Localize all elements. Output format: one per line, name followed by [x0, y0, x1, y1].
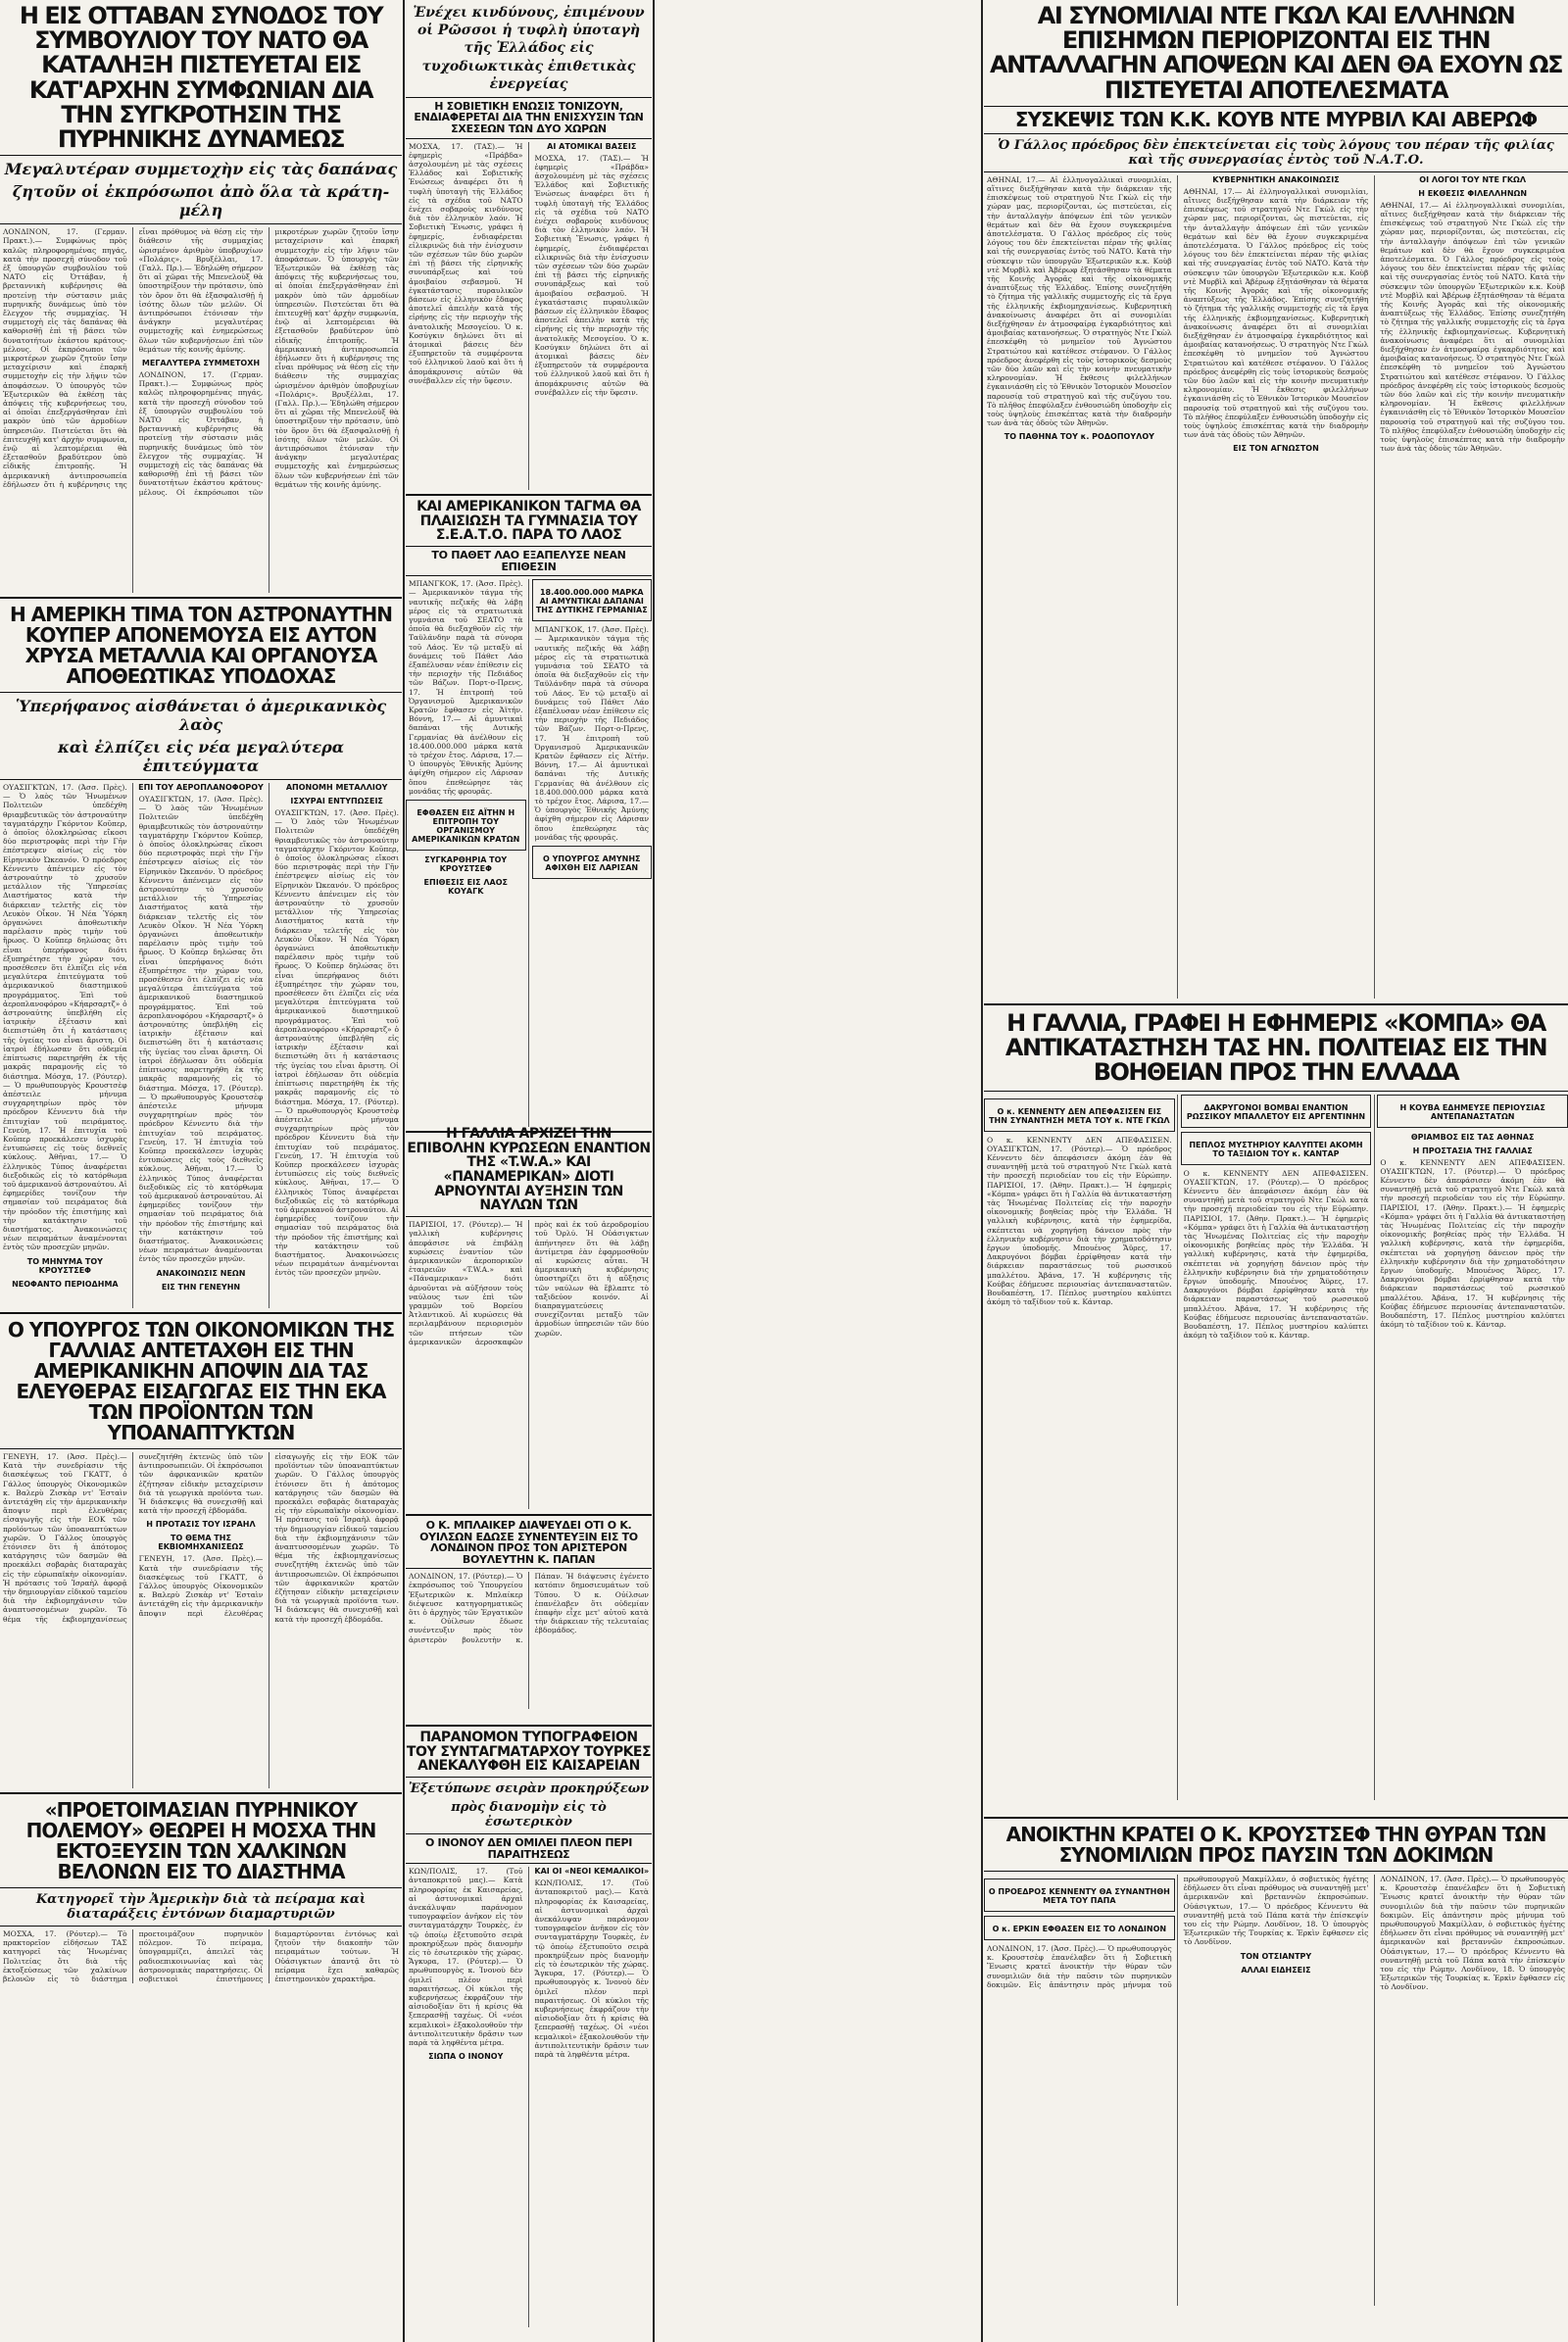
nato-subheadline-2: ζητοῦν οἱ ἐκπρόσωποι ἀπὸ ὅλα τὰ κράτη-μέλη [12, 182, 390, 220]
cuba-headline: Η ΚΟΥΒΑ ΕΔΗΜΕΥΣΕ ΠΕΡΙΟΥΣΙΑΣ ΑΝΤΕΠΑΝΑΣΤΑΤΩΝ [1399, 1102, 1545, 1121]
degaulle-body: ΑΘΗΝΑΙ, 17.— Αἱ ἑλληνογαλλικαὶ συνομιλίαι, αἵτινες διεξήχθησαν κατὰ τὴν διάρκειαν τῆς ἐπισκέψεως τοῦ στρατηγοῦ Ντε Γκὼλ εἰς τὴν χώραν μας, περιορίζονται, ὡς πιστεύεται, εἰς τὴν ἀνταλλαγὴν ἀπόψεων ἐπὶ τῶν γενικῶν θεμάτων καὶ δὲν θὰ ἔχουν συγκεκριμένα ἀποτελέσματα. Ὁ Γάλλος πρόεδρος εἰς τοὺς λόγους του δὲν ἐπεκτείνεται πέραν τῆς φιλίας καὶ τῆς συνεργασίας ἐντὸς τοῦ ΝΑΤΟ. Κατὰ τὴν σύσκεψιν τῶν ὑπουργῶν Ἐξωτερικῶν κ.κ. Κοὺβ ντὲ Μυρβὶλ καὶ Ἀβέρωφ ἐξητάσθησαν τὰ θέματα τῆς Κοινῆς Ἀγορᾶς καὶ τῆς οἰκονομικῆς ἀναπτύξεως τῆς Ἑλλάδος. Ἐπίσης συνεζητήθη τὸ ζήτημα τῆς γαλλικῆς συμμετοχῆς εἰς τὰ ἔργα τῆς ἑλληνικῆς ἐκβιομηχανίσεως. Κυβερνητικὴ ἀνακοίνωσις ἀναφέρει ὅτι αἱ συνομιλίαι διεξήχθησαν ἐν ἀτμοσφαίρᾳ ἐγκαρδιότητος καὶ ἀμοιβαίας κατανοήσεως. Ὁ στρατηγὸς Ντε Γκὼλ ἐπεσκέφθη τὸ μνημεῖον τοῦ Ἀγνώστου Στρατιώτου καὶ κατέθεσε στέφανον. Ὁ Γάλλος πρόεδρος ἀνεφέρθη εἰς τοὺς ἱστορικοὺς δεσμοὺς τῶν δύο λαῶν καὶ εἰς τὴν κοινὴν πνευματικὴν κληρονομίαν. Ἡ ἔκθεσις φιλελλήνων ἐγκαινιάσθη εἰς τὸ Ἐθνικὸν Ἱστορικὸν Μουσεῖον παρουσίᾳ τοῦ στρατηγοῦ καὶ τῆς συζύγου του. Τὸ πλῆθος ἐπεφύλαξεν ἐνθουσιώδη ὑποδοχὴν εἰς τοὺς ὑψηλοὺς ἐπισκέπτας κατὰ τὴν διαδρομὴν των ἀνὰ τὰς ὁδοὺς τῶν Ἀθηνῶν. [987, 174, 1172, 428]
marks-box [532, 579, 653, 621]
mcmillan-article [406, 1514, 652, 1722]
degaulle-article [984, 0, 1568, 1000]
inonu-headline: Ο ΙΝΟΝΟΥ ΔΕΝ ΟΜΙΛΕΙ ΠΛΕΟΝ ΠΕΡΙ ΠΑΡΑΙΤΗΣΕΩΣ [424, 1836, 633, 1861]
kompa-body-2: Ο κ. ΚΕΝΝΕΝΤΥ ΔΕΝ ΑΠΕΦΑΣΙΣΕΝ. ΟΥΑΣΙΓΚΤΩΝ, 17. (Ρόυτερ).— Ὁ πρόεδρος Κέννεντυ δὲν ἀπεφάσισεν ἀκόμη ἐὰν θὰ συναντηθῇ μετὰ τοῦ στρατηγοῦ Ντε Γκὼλ κατὰ τὴν προσεχῆ περιοδείαν του εἰς τὴν Εὐρώπην. ΠΑΡΙΣΙΟΙ, 17. (Ἀθην. Πρακτ.).— Ἡ ἐφημερὶς «Κόμπα» γράφει ὅτι ἡ Γαλλία θὰ ἀντικαταστήσῃ τὰς Ἡνωμένας Πολιτείας εἰς τὴν παροχὴν οἰκονομικῆς βοηθείας πρὸς τὴν Ἑλλάδα. Ἡ γαλλικὴ κυβέρνησις, κατὰ τὴν ἐφημερίδα, σκέπτεται νὰ χορηγήσῃ δάνειον πρὸς τὴν ἑλληνικὴν κυβέρνησιν διὰ τὴν χρηματοδότησιν ἔργων ὑποδομῆς. Μπουένος Ἄϋρες, 17. Δακρυγόνοι βόμβαι ἐρρίφθησαν κατὰ τὴν διάρκειαν παραστάσεως τοῦ ρωσσικοῦ μπαλλέτου. Ἀβάνα, 17. Ἡ κυβέρνησις τῆς Κούβας ἐδήμευσε περιουσίας ἀντεπαναστατῶν. Βουδαπέστη, 17. Πέπλος μυστηρίου καλύπτει ἀκόμη τὸ ταξίδιον τοῦ κ. Κάνταρ. [1183, 1168, 1369, 1341]
seato-body: ΜΠΑΝΓΚΟΚ, 17. (Ἀσσ. Πρὲς).— Ἀμερικανικὸν τάγμα τῆς ναυτικῆς πεζικῆς θὰ λάβῃ μέρος εἰς τὰ στρατιωτικὰ γυμνάσια τοῦ ΣΕΑΤΟ τὰ ὁποῖα θὰ διεξαχθοῦν εἰς τὴν Ταϋλάνδην παρὰ τὰ σύνορα τοῦ Λάος. Ἐν τῷ μεταξὺ αἱ δυνάμεις τοῦ Πάθετ Λάο ἐξαπέλυσαν νέαν ἐπίθεσιν εἰς τὴν περιοχὴν τῆς Πεδιάδος τῶν Βάζων. Πορτ-ο-Πρενς, 17. Ἡ ἐπιτροπὴ τοῦ Ὀργανισμοῦ Ἀμερικανικῶν Κρατῶν ἔφθασεν εἰς Ἀϊτήν. Βόννη, 17.— Αἱ ἀμυντικαὶ δαπάναι τῆς Δυτικῆς Γερμανίας θὰ ἀνέλθουν εἰς 18.400.000.000 μάρκα κατὰ τὸ τρέχον ἔτος. Λάρισα, 17.— Ὁ ὑπουργὸς Ἐθνικῆς Ἀμύνης ἀφίχθη σήμερον εἰς Λάρισαν ὅπου ἐπεθεώρησε τὰς μονάδας τῆς φρουρᾶς. [409, 579, 523, 796]
minor-head-israel: Η ΠΡΟΤΑΣΙΣ ΤΟΥ ΙΣΡΑΗΛ [146, 1520, 256, 1530]
erkin-box [984, 1916, 1175, 1940]
cooper-subheadline-1: Ὑπερήφανος αἰσθάνεται ὁ ἀμερικανικὸς λαὸς [15, 697, 387, 734]
russians-body: ΜΟΣΧΑ, 17. (ΤΑΣ).— Ἡ ἐφημερὶς «Πράβδα» ἀσχολουμένη μὲ τὰς σχέσεις Ἑλλάδος καὶ Σοβιετικῆς Ἑνώσεως ἀναφέρει ὅτι ἡ τυφλὴ ὑποταγὴ τῆς Ἑλλάδος εἰς τὰ σχέδια τοῦ ΝΑΤΟ ἐνέχει σοβαροὺς κινδύνους διὰ τὸν ἑλληνικὸν λαόν. Ἡ Σοβιετικὴ Ἕνωσις, γράφει ἡ ἐφημερίς, ἐνδιαφέρεται εἰλικρινῶς διὰ τὴν ἐνίσχυσιν τῶν σχέσεων τῶν δύο χωρῶν ἐπὶ τῇ βάσει τῆς εἰρηνικῆς συνυπάρξεως καὶ τοῦ ἀμοιβαίου σεβασμοῦ. Ἡ ἐγκατάστασις πυραυλικῶν βάσεων εἰς ἑλληνικὸν ἔδαφος ἀποτελεῖ ἀπειλὴν κατὰ τῆς εἰρήνης εἰς τὴν περιοχὴν τῆς ἀνατολικῆς Μεσογείου. Ὁ κ. Κοσύγκιν δηλώνει ὅτι αἱ ἀτομικαὶ βάσεις δὲν ἐξυπηρετοῦν τὰ συμφέροντα τοῦ ἑλληνικοῦ λαοῦ καὶ ὅτι ἡ ἀπομάκρυνσις αὐτῶν θὰ συνέβαλλεν εἰς τὴν ὕφεσιν. [409, 141, 523, 385]
tear-gas-box [1181, 1095, 1372, 1128]
seato-headline: ΚΑΙ ΑΜΕΡΙΚΑΝΙΚΟΝ ΤΑΓΜΑ ΘΑ ΠΛΑΙΣΙΩΣΗ ΤΑ ΓΥΜΝΑΣΙΑ ΤΟΥ Σ.Ε.Α.Τ.Ο. ΠΑΡΑ ΤΟ ΛΑΟΣ [416, 500, 641, 544]
cooper-body-2: ΟΥΑΣΙΓΚΤΩΝ, 17. (Ἀσσ. Πρὲς).— Ὁ λαὸς τῶν Ἡνωμένων Πολιτειῶν ὑπεδέχθη θριαμβευτικῶς τὸν ἀστροναύτην ταγματάρχην Γκόρντον Κοῦπερ, ὁ ὁποῖος ὁλοκληρώσας εἴκοσι δύο περιστροφὰς περὶ τὴν Γῆν ἐπέστρεψεν αἰσίως εἰς τὸν Εἰρηνικὸν Ὠκεανόν. Ὁ πρόεδρος Κέννεντυ ἀπένειμεν εἰς τὸν ἀστροναύτην τὸ χρυσοῦν μετάλλιον τῆς Ὑπηρεσίας Διαστήματος κατὰ τὴν διάρκειαν τελετῆς εἰς τὸν Λευκὸν Οἶκον. Ἡ Νέα Ὑόρκη ὀργανώνει ἀποθεωτικὴν παρέλασιν πρὸς τιμὴν τοῦ ἥρωος. Ὁ Κοῦπερ δηλώσας ὅτι εἶναι ὑπερήφανος διότι ἐξυπηρέτησε τὴν χώραν του, προσέθεσεν ὅτι ἐλπίζει εἰς νέα μεγαλύτερα ἐπιτεύγματα τοῦ ἀμερικανικοῦ διαστημικοῦ προγράμματος. Ἐπὶ τοῦ ἀεροπλανοφόρου «Κήαρσαρτζ» ὁ ἀστροναύτης ὑπεβλήθη εἰς ἰατρικὴν ἐξέτασιν καὶ διεπιστώθη ὅτι ἡ κατάστασις τῆς ὑγείας του εἶναι ἄριστη. Οἱ ἰατροὶ ἐδήλωσαν ὅτι οὐδεμία ἐπίπτωσις παρετηρήθη ἐκ τῆς μακρᾶς παραμονῆς εἰς τὸ διάστημα. Μόσχα, 17. (Ρόυτερ).— Ὁ πρωθυπουργὸς Κρουστσὲφ ἀπέστειλε μήνυμα συγχαρητηρίων πρὸς τὸν πρόεδρον Κέννεντυ διὰ τὴν ἐπιτυχίαν τοῦ πειράματος. Γενεύη, 17. Ἡ ἐπιτυχία τοῦ Κοῦπερ προεκάλεσεν ἰσχυρὰς ἐντυπώσεις εἰς τοὺς διεθνεῖς κύκλους. Ἀθῆναι, 17.— Ὁ ἑλληνικὸς Τύπος ἀναφέρεται διεξοδικῶς εἰς τὸ κατόρθωμα τοῦ ἀμερικανοῦ ἀστροναύτου. Αἱ ἐφημερίδες τονίζουν τὴν σημασίαν τοῦ πειράματος διὰ τὴν πρόοδον τῆς ἐπιστήμης καὶ τὴν κατάκτησιν τοῦ διαστήματος. Ἀνακοινώσεις νέων πειραμάτων ἀναμένονται ἐντὸς τῶν προσεχῶν μηνῶν. [138, 795, 264, 1264]
minor-head-announcements: ΑΝΑΚΟΙΝΩΣΙΣ ΝΕΩΝ [156, 1268, 246, 1278]
nato-subheadline-1: Μεγαλυτέραν συμμετοχὴν εἰς τὰς δαπάνας [4, 160, 398, 179]
minor-head-carrier: ΕΠΙ ΤΟΥ ΑΕΡΟΠΛΑΝΟΦΟΡΟΥ [138, 783, 264, 792]
kompa-body-3: Ο κ. ΚΕΝΝΕΝΤΥ ΔΕΝ ΑΠΕΦΑΣΙΣΕΝ. ΟΥΑΣΙΓΚΤΩΝ, 17. (Ρόυτερ).— Ὁ πρόεδρος Κέννεντυ δὲν ἀπεφάσισεν ἀκόμη ἐὰν θὰ συναντηθῇ μετὰ τοῦ στρατηγοῦ Ντε Γκὼλ κατὰ τὴν προσεχῆ περιοδείαν του εἰς τὴν Εὐρώπην. ΠΑΡΙΣΙΟΙ, 17. (Ἀθην. Πρακτ.).— Ἡ ἐφημερὶς «Κόμπα» γράφει ὅτι ἡ Γαλλία θὰ ἀντικαταστήσῃ τὰς Ἡνωμένας Πολιτείας εἰς τὴν παροχὴν οἰκονομικῆς βοηθείας πρὸς τὴν Ἑλλάδα. Ἡ γαλλικὴ κυβέρνησις, κατὰ τὴν ἐφημερίδα, σκέπτεται νὰ χορηγήσῃ δάνειον πρὸς τὴν ἑλληνικὴν κυβέρνησιν διὰ τὴν χρηματοδότησιν ἔργων ὑποδομῆς. Μπουένος Ἄϋρες, 17. Δακρυγόνοι βόμβαι ἐρρίφθησαν κατὰ τὴν διάρκειαν παραστάσεως τοῦ ρωσσικοῦ μπαλλέτου. Ἀβάνα, 17. Ἡ κυβέρνησις τῆς Κούβας ἐδήμευσε περιουσίας ἀντεπαναστατῶν. Βουδαπέστη, 17. Πέπλος μυστηρίου καλύπτει ἀκόμη τὸ ταξίδιον τοῦ κ. Κάνταρ. [1380, 1157, 1565, 1330]
khrushchev-body: ΛΟΝΔΙΝΟΝ, 17. (Ἀσσ. Πρὲς).— Ὁ πρωθυπουργὸς κ. Κρουστσὲφ ἐπανέλαβεν ὅτι ἡ Σοβιετικὴ Ἕνωσις κρατεῖ ἀνοικτὴν τὴν θύραν τῶν συνομιλιῶν διὰ τὴν παῦσιν τῶν πυρηνικῶν δοκιμῶν. Εἰς ἀπάντησιν πρὸς μήνυμα τοῦ πρωθυπουργοῦ Μακμίλλαν, ὁ σοβιετικὸς ἡγέτης ἐδήλωσεν ὅτι εἶναι πρόθυμος νὰ συναντηθῇ μετ' ἀμερικανῶν καὶ βρεταννῶν ἐκπροσώπων. Οὐάσιγκτων, 17.— Ὁ πρόεδρος Κέννεντυ θὰ συναντηθῇ μετὰ τοῦ Πάπα κατὰ τὴν ἐπίσκεψίν του εἰς τὴν Ρώμην. Λονδῖνον, 18. Ὁ ὑπουργὸς Ἐξωτερικῶν τῆς Τουρκίας κ. Ἐρκὶν ἔφθασεν εἰς τὸ Λονδῖνον. [987, 1875, 1369, 1989]
haiti-headline: ΕΦΘΑΣΕΝ ΕΙΣ ΑΪΤΗΝ Η ΕΠΙΤΡΟΠΗ ΤΟΥ ΟΡΓΑΝΙΣΜΟΥ ΑΜΕΡΙΚΑΝΙΚΩΝ ΚΡΑΤΩΝ [412, 808, 520, 845]
degaulle-body-2: ΑΘΗΝΑΙ, 17.— Αἱ ἑλληνογαλλικαὶ συνομιλίαι, αἵτινες διεξήχθησαν κατὰ τὴν διάρκειαν τῆς ἐπισκέψεως τοῦ στρατηγοῦ Ντε Γκὼλ εἰς τὴν χώραν μας, περιορίζονται, ὡς πιστεύεται, εἰς τὴν ἀνταλλαγὴν ἀπόψεων ἐπὶ τῶν γενικῶν θεμάτων καὶ δὲν θὰ ἔχουν συγκεκριμένα ἀποτελέσματα. Ὁ Γάλλος πρόεδρος εἰς τοὺς λόγους του δὲν ἐπεκτείνεται πέραν τῆς φιλίας καὶ τῆς συνεργασίας ἐντὸς τοῦ ΝΑΤΟ. Κατὰ τὴν σύσκεψιν τῶν ὑπουργῶν Ἐξωτερικῶν κ.κ. Κοὺβ ντὲ Μυρβὶλ καὶ Ἀβέρωφ ἐξητάσθησαν τὰ θέματα τῆς Κοινῆς Ἀγορᾶς καὶ τῆς οἰκονομικῆς ἀναπτύξεως τῆς Ἑλλάδος. Ἐπίσης συνεζητήθη τὸ ζήτημα τῆς γαλλικῆς συμμετοχῆς εἰς τὰ ἔργα τῆς ἑλληνικῆς ἐκβιομηχανίσεως. Κυβερνητικὴ ἀνακοίνωσις ἀναφέρει ὅτι αἱ συνομιλίαι διεξήχθησαν ἐν ἀτμοσφαίρᾳ ἐγκαρδιότητος καὶ ἀμοιβαίας κατανοήσεως. Ὁ στρατηγὸς Ντε Γκὼλ ἐπεσκέφθη τὸ μνημεῖον τοῦ Ἀγνώστου Στρατιώτου καὶ κατέθεσε στέφανον. Ὁ Γάλλος πρόεδρος ἀνεφέρθη εἰς τοὺς ἱστορικοὺς δεσμοὺς τῶν δύο λαῶν καὶ εἰς τὴν κοινὴν πνευματικὴν κληρονομίαν. Ἡ ἔκθεσις φιλελλήνων ἐγκαινιάσθη εἰς τὸ Ἐθνικὸν Ἱστορικὸν Μουσεῖον παρουσίᾳ τοῦ στρατηγοῦ καὶ τῆς συζύγου του. Τὸ πλῆθος ἐπεφύλαξεν ἐνθουσιώδη ὑποδοχὴν εἰς τοὺς ὑψηλοὺς ἐπισκέπτας κατὰ τὴν διαδρομὴν των ἀνὰ τὰς ὁδοὺς τῶν Ἀθηνῶν. [1183, 186, 1369, 440]
column-rule-3 [981, 0, 983, 2342]
minor-head-unknown-soldier: ΕΙΣ ΤΟΝ ΑΓΝΩΣΤΟΝ [1233, 444, 1319, 454]
nato-body-continued: ΛΟΝΔΙΝΟΝ, 17. (Γερμαν. Πρακτ.).— Συμφώνως πρὸς καλῶς πληροφορημένας πηγάς, κατὰ τὴν προσεχῆ σύνοδον τοῦ ἐξ ὑπουργῶν συμβουλίου τοῦ ΝΑΤΟ εἰς Ὀττάβαν, ἡ βρεταννικὴ κυβέρνησις θὰ προτείνῃ τὴν σύστασιν μιᾶς πυρηνικῆς δυνάμεως ὑπὸ τὸν ἔλεγχον τῆς συμμαχίας. Ἡ συμμετοχὴ εἰς τὰς δαπάνας θὰ καθορισθῇ ἐπὶ τῇ βάσει τῶν δυνατοτήτων ἑκάστου κράτους-μέλους. Οἱ ἐκπρόσωποι τῶν μικροτέρων χωρῶν ζητοῦν ἴσην μεταχείρισιν καὶ ἐπαρκῆ συμμετοχὴν εἰς τὴν λῆψιν τῶν ἀποφάσεων. Ὁ ὑπουργὸς τῶν Ἐξωτερικῶν θὰ ἐκθέσῃ τὰς ἀπόψεις τῆς κυβερνήσεως του, αἱ ὁποῖαι ἐπεξεργάσθησαν ἐπὶ μακρὸν ὑπὸ τῶν ἁρμοδίων ὑπηρεσιῶν. Πιστεύεται ὅτι θὰ ἐπιτευχθῇ κατ' ἀρχὴν συμφωνία, ἐνῷ αἱ λεπτομέρειαι θὰ ἐξετασθοῦν βραδύτερον ὑπὸ εἰδικῆς ἐπιτροπῆς. Ἡ ἀμερικανικὴ ἀντιπροσωπεία ἐδήλωσεν ὅτι ἡ κυβέρνησις της εἶναι πρόθυμος νὰ θέσῃ εἰς τὴν διάθεσιν τῆς συμμαχίας ὡρισμένον ἀριθμὸν ὑποβρυχίων «Πολάρις». Βρυξέλλαι, 17. (Γαλλ. Πρ.).— Ἐδηλώθη σήμερον ὅτι αἱ χῶραι τῆς Μπενελοὺξ θὰ ὑποστηρίξουν τὴν πρότασιν, ὑπὸ τὸν ὅρον ὅτι θὰ ἐξασφαλισθῇ ἡ ἰσότης ὅλων τῶν μελῶν. Οἱ ἀντιπρόσωποι ἐτόνισαν τὴν ἀνάγκην μεγαλυτέρας συμμετοχῆς καὶ ἐνημερώσεως ὅλων τῶν κυβερνήσεων ἐπὶ τῶν θεμάτων τῆς κοινῆς ἀμύνης. [138, 227, 399, 497]
khrushchev-headline: ΑΝΟΙΚΤΗΝ ΚΡΑΤΕΙ Ο Κ. ΚΡΟΥΣΤΣΕΦ ΤΗΝ ΘΥΡΑΝ ΤΩΝ ΣΥΝΟΜΙΛΙΩΝ ΠΡΟΣ ΠΑΥΣΙΝ ΤΩΝ ΔΟΚΙΜΩΝ [1005, 1823, 1546, 1867]
nato-article [0, 0, 402, 593]
mystery-box [1181, 1132, 1372, 1165]
kompa-article [984, 1009, 1568, 1813]
kennedy-degaulle-box [984, 1098, 1175, 1132]
kennedy-pope-headline: Ο ΠΡΟΕΔΡΟΣ ΚΕΝΝΕΝΤΥ ΘΑ ΣΥΝΑΝΤΗΘΗ ΜΕΤΑ ΤΟΥ ΠΑΠΑ [988, 1887, 1170, 1905]
russians-body-2: ΜΟΣΧΑ, 17. (ΤΑΣ).— Ἡ ἐφημερὶς «Πράβδα» ἀσχολουμένη μὲ τὰς σχέσεις Ἑλλάδος καὶ Σοβιετικῆς Ἑνώσεως ἀναφέρει ὅτι ἡ τυφλὴ ὑποταγὴ τῆς Ἑλλάδος εἰς τὰ σχέδια τοῦ ΝΑΤΟ ἐνέχει σοβαροὺς κινδύνους διὰ τὸν ἑλληνικὸν λαόν. Ἡ Σοβιετικὴ Ἕνωσις, γράφει ἡ ἐφημερίς, ἐνδιαφέρεται εἰλικρινῶς διὰ τὴν ἐνίσχυσιν τῶν σχέσεων τῶν δύο χωρῶν ἐπὶ τῇ βάσει τῆς εἰρηνικῆς συνυπάρξεως καὶ τοῦ ἀμοιβαίου σεβασμοῦ. Ἡ ἐγκατάστασις πυραυλικῶν βάσεων εἰς ἑλληνικὸν ἔδαφος ἀποτελεῖ ἀπειλὴν κατὰ τῆς εἰρήνης εἰς τὴν περιοχὴν τῆς ἀνατολικῆς Μεσογείου. Ὁ κ. Κοσύγκιν δηλώνει ὅτι αἱ ἀτομικαὶ βάσεις δὲν ἐξυπηρετοῦν τὰ συμφέροντα τοῦ ἑλληνικοῦ λαοῦ καὶ ὅτι ἡ ἀπομάκρυνσις αὐτῶν θὰ συνέβαλλεν εἰς τὴν ὕφεσιν. [534, 153, 649, 397]
left-column [0, 0, 402, 2342]
seato-article [406, 500, 652, 1127]
cooper-article [0, 603, 402, 1308]
minor-head-new-kemalists: ΚΑΙ ΟΙ «ΝΕΟΙ ΚΕΜΑΛΙΚΟΙ» [534, 1867, 650, 1877]
finance-headline: Ο ΥΠΟΥΡΓΟΣ ΤΩΝ ΟΙΚΟΝΟΜΙΚΩΝ ΤΗΣ ΓΑΛΛΙΑΣ ΑΝΤΕΤΑΧΘΗ ΕΙΣ ΤΗΝ ΑΜΕΡΙΚΑΝΙΚΗΝ ΑΠΟΨΙΝ ΔΙΑ ΤΑΣ ΕΛΕΥΘΕΡΑΣ ΕΙΣΑΓΩΓΑΣ ΕΙΣ ΤΗΝ ΕΚΑ ΤΩΝ ΠΡΟΪΟΝΤΩΝ ΤΩΝ ΥΠΟΑΝΑΠΤΥΚΤΩΝ [7, 1318, 395, 1444]
minor-head-protection: Η ΠΡΟΣΤΑΣΙΑ ΤΗΣ ΓΑΛΛΙΑΣ [1412, 1146, 1533, 1155]
minor-head-exhibition: Η ΕΚΘΕΣΙΣ ΦΙΛΕΛΛΗΝΩΝ [1418, 188, 1528, 198]
france-sanctions-body: ΠΑΡΙΣΙΟΙ, 17. (Ρόυτερ).— Ἡ γαλλικὴ κυβέρνησις ἀπεφάσισε νὰ ἐπιβάλῃ κυρώσεις ἐναντίον τῶν ἀμερικανικῶν ἀεροπορικῶν ἑταιρειῶν «T.W.A.» καὶ «Πάναμερικαν» διότι ἀρνοῦνται νὰ αὐξήσουν τοὺς ναύλους των ἐπὶ τῶν γραμμῶν τοῦ Βορείου Ἀτλαντικοῦ. Αἱ κυρώσεις θὰ περιλαμβάνουν περιορισμὸν τῶν πτήσεων τῶν ἀμερικανικῶν ἀεροσκαφῶν πρὸς καὶ ἐκ τοῦ ἀεροδρομίου τοῦ Ὀρλύ. Ἡ Οὐάσιγκτων ἀπήντησεν ὅτι θὰ λάβῃ ἀντίμετρα ἐὰν ἐφαρμοσθοῦν αἱ κυρώσεις αὗται. Ἡ ἀμερικανικὴ κυβέρνησις ὑποστηρίζει ὅτι ἡ αὔξησις τῶν ναύλων θὰ ἔβλαπτε τὸ ταξιδεύον κοινόν. Αἱ διαπραγματεύσεις συνεχίζονται μεταξὺ τῶν ἁρμοδίων ὑπηρεσιῶν τῶν δύο χωρῶν. [409, 1220, 649, 1346]
printing-subheadline-2: πρὸς διανομὴν εἰς τὸ ἐσωτερικὸν [451, 1800, 607, 1830]
minor-head-inonu-silent: ΣΙΩΠΑ Ο ΙΝΟΝΟΥ [428, 2052, 504, 2062]
printing-article [406, 1725, 652, 2339]
finance-body: ΓΕΝΕΥΗ, 17. (Ἀσσ. Πρὲς).— Κατὰ τὴν συνεδρίασιν τῆς διασκέψεως τοῦ ΓΚΑΤΤ, ὁ Γάλλος ὑπουργὸς Οἰκονομικῶν κ. Βαλερὺ Ζισκὰρ ντ' Ἐσταὶν ἀντετάχθη εἰς τὴν ἀμερικανικὴν ἄποψιν περὶ ἐλευθέρας εἰσαγωγῆς εἰς τὴν ΕΟΚ τῶν προϊόντων τῶν ὑποαναπτύκτων χωρῶν. Ὁ Γάλλος ὑπουργὸς ἐτόνισεν ὅτι ἡ ἀπότομος κατάργησις τῶν δασμῶν θὰ προεκάλει σοβαρὰς διαταραχὰς εἰς τὴν εὐρωπαϊκὴν οἰκονομίαν. Ἡ πρότασις τοῦ Ἰσραὴλ ἀφορᾷ τὴν δημιουργίαν εἰδικοῦ ταμείου διὰ τὴν ἐκβιομηχάνισιν τῶν ἀναπτυσσομένων χωρῶν. Τὸ θέμα τῆς ἐκβιομηχανίσεως συνεζητήθη ἐκτενῶς ὑπὸ τῶν ἀντιπροσωπειῶν. Οἱ ἐκπρόσωποι τῶν ἀφρικανικῶν κρατῶν ἐζήτησαν εἰδικὴν μεταχείρισιν διὰ τὰ γεωργικὰ προϊόντα των. Ἡ διάσκεψις θὰ συνεχισθῇ καὶ κατὰ τὴν προσεχῆ ἑβδομάδα. [3, 1452, 264, 1624]
degaulle-headline: ΑΙ ΣΥΝΟΜΙΛΙΑΙ ΝΤΕ ΓΚΩΛ ΚΑΙ ΕΛΛΗΝΩΝ ΕΠΙΣΗΜΩΝ ΠΕΡΙΟΡΙΖΟΝΤΑΙ ΕΙΣ ΤΗΝ ΑΝΤΑΛΛΑΓΗΝ ΑΠΟΨΕΩΝ ΚΑΙ ΔΕΝ ΘΑ ΕΧΟΥΝ ΩΣ ΠΙΣΤΕΥΕΤΑΙ ΑΠΟΤΕΛΕΣΜΑΤΑ [990, 2, 1562, 104]
column-rule-1 [403, 0, 405, 2342]
kompa-body: Ο κ. ΚΕΝΝΕΝΤΥ ΔΕΝ ΑΠΕΦΑΣΙΣΕΝ. ΟΥΑΣΙΓΚΤΩΝ, 17. (Ρόυτερ).— Ὁ πρόεδρος Κέννεντυ δὲν ἀπεφάσισεν ἀκόμη ἐὰν θὰ συναντηθῇ μετὰ τοῦ στρατηγοῦ Ντε Γκὼλ κατὰ τὴν προσεχῆ περιοδείαν του εἰς τὴν Εὐρώπην. ΠΑΡΙΣΙΟΙ, 17. (Ἀθην. Πρακτ.).— Ἡ ἐφημερὶς «Κόμπα» γράφει ὅτι ἡ Γαλλία θὰ ἀντικαταστήσῃ τὰς Ἡνωμένας Πολιτείας εἰς τὴν παροχὴν οἰκονομικῆς βοηθείας πρὸς τὴν Ἑλλάδα. Ἡ γαλλικὴ κυβέρνησις, κατὰ τὴν ἐφημερίδα, σκέπτεται νὰ χορηγήσῃ δάνειον πρὸς τὴν ἑλληνικὴν κυβέρνησιν διὰ τὴν χρηματοδότησιν ἔργων ὑποδομῆς. Μπουένος Ἄϋρες, 17. Δακρυγόνοι βόμβαι ἐρρίφθησαν κατὰ τὴν διάρκειαν παραστάσεως τοῦ ρωσσικοῦ μπαλλέτου. Ἀβάνα, 17. Ἡ κυβέρνησις τῆς Κούβας ἐδήμευσε περιουσίας ἀντεπαναστατῶν. Βουδαπέστη, 17. Πέπλος μυστηρίου καλύπτει ἀκόμη τὸ ταξίδιον τοῦ κ. Κάνταρ. [987, 1135, 1172, 1307]
khrushchev-body-2: ΛΟΝΔΙΝΟΝ, 17. (Ἀσσ. Πρὲς).— Ὁ πρωθυπουργὸς κ. Κρουστσὲφ ἐπανέλαβεν ὅτι ἡ Σοβιετικὴ Ἕνωσις κρατεῖ ἀνοικτὴν τὴν θύραν τῶν συνομιλιῶν διὰ τὴν παῦσιν τῶν πυρηνικῶν δοκιμῶν. Εἰς ἀπάντησιν πρὸς μήνυμα τοῦ πρωθυπουργοῦ Μακμίλλαν, ὁ σοβιετικὸς ἡγέτης ἐδήλωσεν ὅτι εἶναι πρόθυμος νὰ συναντηθῇ μετ' ἀμερικανῶν καὶ βρεταννῶν ἐκπροσώπων. Οὐάσιγκτων, 17.— Ὁ πρόεδρος Κέννεντυ θὰ συναντηθῇ μετὰ τοῦ Πάπα κατὰ τὴν ἐπίσκεψίν του εἰς τὴν Ρώμην. Λονδῖνον, 18. Ὁ ὑπουργὸς Ἐξωτερικῶν τῆς Τουρκίας κ. Ἐρκὶν ἔφθασεν εἰς τὸ Λονδῖνον. [1380, 1875, 1565, 1992]
russians-article [406, 0, 652, 490]
larisa-headline: Ο ΥΠΟΥΡΓΟΣ ΑΜΥΝΗΣ ΑΦΙΧΘΗ ΕΙΣ ΛΑΡΙΣΑΝ [543, 854, 641, 873]
printing-body-2: ΚΩΝ/ΠΟΛΙΣ, 17. (Τοῦ ἀνταποκριτοῦ μας).— Κατὰ πληροφορίας ἐκ Καισαρείας, αἱ ἀστυνομικαὶ ἀρχαὶ ἀνεκάλυψαν παράνομον τυπογραφεῖον ἀνῆκον εἰς τὸν συνταγματάρχην Τουρκὲς, ἐν τῷ ὁποίῳ ἐξετυποῦτο σειρὰ προκηρύξεων πρὸς διανομὴν εἰς τὸ ἐσωτερικὸν τῆς χώρας. Ἄγκυρα, 17. (Ρόυτερ).— Ὁ πρωθυπουργὸς κ. Ἰνονοὺ δὲν ὁμιλεῖ πλέον περὶ παραιτήσεως. Οἱ κύκλοι τῆς κυβερνήσεως ἐκφράζουν τὴν αἰσιοδοξίαν ὅτι ἡ κρίσις θὰ ξεπερασθῇ ταχέως. Οἱ «νέοι κεμαλικοὶ» ἐξακολουθοῦν τὴν ἀντιπολιτευτικὴν δρᾶσιν των παρὰ τὰ ληφθέντα μέτρα. [534, 1878, 649, 2060]
printing-body: ΚΩΝ/ΠΟΛΙΣ, 17. (Τοῦ ἀνταποκριτοῦ μας).— Κατὰ πληροφορίας ἐκ Καισαρείας, αἱ ἀστυνομικαὶ ἀρχαὶ ἀνεκάλυψαν παράνομον τυπογραφεῖον ἀνῆκον εἰς τὸν συνταγματάρχην Τουρκὲς, ἐν τῷ ὁποίῳ ἐξετυποῦτο σειρὰ προκηρύξεων πρὸς διανομὴν εἰς τὸ ἐσωτερικὸν τῆς χώρας. Ἄγκυρα, 17. (Ρόυτερ).— Ὁ πρωθυπουργὸς κ. Ἰνονοὺ δὲν ὁμιλεῖ πλέον περὶ παραιτήσεως. Οἱ κύκλοι τῆς κυβερνήσεως ἐκφράζουν τὴν αἰσιοδοξίαν ὅτι ἡ κρίσις θὰ ξεπερασθῇ ταχέως. Οἱ «νέοι κεμαλικοὶ» ἐξακολουθοῦν τὴν ἀντιπολιτευτικὴν δρᾶσιν των παρὰ τὰ ληφθέντα μέτρα. [409, 1867, 523, 2048]
nato-headline: Η ΕΙΣ ΟΤΤΑΒΑΝ ΣΥΝΟΔΟΣ ΤΟΥ ΣΥΜΒΟΥΛΙΟΥ ΤΟΥ ΝΑΤΟ ΘΑ ΚΑΤΑΛΗΞΗ ΠΙΣΤΕΥΕΤΑΙ ΕΙΣ ΚΑΤ'ΑΡΧΗΝ ΣΥΜΦΩΝΙΑΝ ΔΙΑ ΤΗΝ ΣΥΓΚΡΟΤΗΣΙΝ ΤΗΣ ΠΥΡΗΝΙΚΗΣ ΔΥΝΑΜΕΩΣ [19, 2, 383, 153]
right-column [984, 0, 1568, 2342]
tear-gas-headline: ΔΑΚΡΥΓΟΝΟΙ ΒΟΜΒΑΙ ΕΝΑΝΤΙΟΝ ΡΩΣΣΙΚΟΥ ΜΠΑΛΛΕΤΟΥ ΕΙΣ ΑΡΓΕΝΤΙΝΗΝ [1186, 1102, 1366, 1121]
mcmillan-body: ΛΟΝΔΙΝΟΝ, 17. (Ρόυτερ).— Ὁ ἐκπρόσωπος τοῦ Ὑπουργείου Ἐξωτερικῶν κ. Μπλαίκερ διέψευσε κατηγορηματικῶς ὅτι ὁ ἀρχηγὸς τῶν Ἐργατικῶν κ. Οὐίλσων ἔδωσε συνέντευξιν πρὸς τὸν ἀριστερὸν βουλευτὴν κ. Πάπαν. Ἡ διάψευσις ἐγένετο κατόπιν δημοσιευμάτων τοῦ Τύπου. Ὁ κ. Οὐίλσων ἐπανέλαβεν ὅτι οὐδεμίαν ἐπαφὴν εἶχε μετ' αὐτοῦ κατὰ τὴν διάρκειαν τῆς τελευταίας ἑβδομάδος. [409, 1572, 649, 1644]
minor-head-participation: ΜΕΓΑΛΥΤΕΡΑ ΣΥΜΜΕΤΟΧΗ [141, 358, 261, 367]
degaulle-body-3: ΑΘΗΝΑΙ, 17.— Αἱ ἑλληνογαλλικαὶ συνομιλίαι, αἵτινες διεξήχθησαν κατὰ τὴν διάρκειαν τῆς ἐπισκέψεως τοῦ στρατηγοῦ Ντε Γκὼλ εἰς τὴν χώραν μας, περιορίζονται, ὡς πιστεύεται, εἰς τὴν ἀνταλλαγὴν ἀπόψεων ἐπὶ τῶν γενικῶν θεμάτων καὶ δὲν θὰ ἔχουν συγκεκριμένα ἀποτελέσματα. Ὁ Γάλλος πρόεδρος εἰς τοὺς λόγους του δὲν ἐπεκτείνεται πέραν τῆς φιλίας καὶ τῆς συνεργασίας ἐντὸς τοῦ ΝΑΤΟ. Κατὰ τὴν σύσκεψιν τῶν ὑπουργῶν Ἐξωτερικῶν κ.κ. Κοὺβ ντὲ Μυρβὶλ καὶ Ἀβέρωφ ἐξητάσθησαν τὰ θέματα τῆς Κοινῆς Ἀγορᾶς καὶ τῆς οἰκονομικῆς ἀναπτύξεως τῆς Ἑλλάδος. Ἐπίσης συνεζητήθη τὸ ζήτημα τῆς γαλλικῆς συμμετοχῆς εἰς τὰ ἔργα τῆς ἑλληνικῆς ἐκβιομηχανίσεως. Κυβερνητικὴ ἀνακοίνωσις ἀναφέρει ὅτι αἱ συνομιλίαι διεξήχθησαν ἐν ἀτμοσφαίρᾳ ἐγκαρδιότητος καὶ ἀμοιβαίας κατανοήσεως. Ὁ στρατηγὸς Ντε Γκὼλ ἐπεσκέφθη τὸ μνημεῖον τοῦ Ἀγνώστου Στρατιώτου καὶ κατέθεσε στέφανον. Ὁ Γάλλος πρόεδρος ἀνεφέρθη εἰς τοὺς ἱστορικοὺς δεσμοὺς τῶν δύο λαῶν καὶ εἰς τὴν κοινὴν πνευματικὴν κληρονομίαν. Ἡ ἔκθεσις φιλελλήνων ἐγκαινιάσθη εἰς τὸ Ἐθνικὸν Ἱστορικὸν Μουσεῖον παρουσίᾳ τοῦ στρατηγοῦ καὶ τῆς συζύγου του. Τὸ πλῆθος ἐπεφύλαξεν ἐνθουσιώδη ὑποδοχὴν εἰς τοὺς ὑψηλοὺς ἐπισκέπτας κατὰ τὴν διαδρομὴν των ἀνὰ τὰς ὁδοὺς τῶν Ἀθηνῶν. [1380, 200, 1565, 454]
marks-headline: 18.400.000.000 ΜΑΡΚΑ ΑΙ ΑΜΥΝΤΙΚΑΙ ΔΑΠΑΝΑΙ ΤΗΣ ΔΥΤΙΚΗΣ ΓΕΡΜΑΝΙΑΣ [535, 588, 648, 615]
minor-head-geneva: ΕΙΣ ΤΗΝ ΓΕΝΕΥΗΝ [161, 1282, 241, 1292]
column-rule-2 [653, 0, 655, 2342]
finance-body-2: ΓΕΝΕΥΗ, 17. (Ἀσσ. Πρὲς).— Κατὰ τὴν συνεδρίασιν τῆς διασκέψεως τοῦ ΓΚΑΤΤ, ὁ Γάλλος ὑπουργὸς Οἰκονομικῶν κ. Βαλερὺ Ζισκὰρ ντ' Ἐσταὶν ἀντετάχθη εἰς τὴν ἀμερικανικὴν ἄποψιν περὶ ἐλευθέρας εἰσαγωγῆς εἰς τὴν ΕΟΚ τῶν προϊόντων τῶν ὑποαναπτύκτων χωρῶν. Ὁ Γάλλος ὑπουργὸς ἐτόνισεν ὅτι ἡ ἀπότομος κατάργησις τῶν δασμῶν θὰ προεκάλει σοβαρὰς διαταραχὰς εἰς τὴν εὐρωπαϊκὴν οἰκονομίαν. Ἡ πρότασις τοῦ Ἰσραὴλ ἀφορᾷ τὴν δημιουργίαν εἰδικοῦ ταμείου διὰ τὴν ἐκβιομηχάνισιν τῶν ἀναπτυσσομένων χωρῶν. Τὸ θέμα τῆς ἐκβιομηχανίσεως συνεζητήθη ἐκτενῶς ὑπὸ τῶν ἀντιπροσωπειῶν. Οἱ ἐκπρόσωποι τῶν ἀφρικανικῶν κρατῶν ἐζήτησαν εἰδικὴν μεταχείρισιν διὰ τὰ γεωργικὰ προϊόντα των. Ἡ διάσκεψις θὰ συνεχισθῇ καὶ κατὰ τὴν προσεχῆ ἑβδομάδα. [138, 1452, 399, 1624]
minor-head-atomic-bases: ΑΙ ΑΤΟΜΙΚΑΙ ΒΑΣΕΙΣ [547, 141, 637, 151]
nuclear-headline: «ΠΡΟΕΤΟΙΜΑΣΙΑΝ ΠΥΡΗΝΙΚΟΥ ΠΟΛΕΜΟΥ» ΘΕΩΡΕΙ Η ΜΟΣΧΑ ΤΗΝ ΕΚΤΟΞΕΥΣΙΝ ΤΩΝ ΧΑΛΚΙΝΩΝ ΒΕΛΟΝΩΝ ΕΙΣ ΤΟ ΔΙΑΣΤΗΜΑ [25, 1798, 376, 1883]
nuclear-article [0, 1798, 402, 2342]
minor-head-impressions: ΙΣΧΥΡΑΙ ΕΝΤΥΠΩΣΕΙΣ [290, 797, 383, 805]
haiti-box [406, 800, 526, 851]
erkin-headline: Ο κ. ΕΡΚΙΝ ΕΦΘΑΣΕΝ ΕΙΣ ΤΟ ΛΟΝΔΙΝΟΝ [992, 1925, 1167, 1933]
minor-head-triumph: ΘΡΙΑΜΒΟΣ ΕΙΣ ΤΑΣ ΑΘΗΝΑΣ [1410, 1132, 1535, 1142]
minor-head-medal: ΑΠΟΝΟΜΗ ΜΕΤΑΛΛΙΟΥ [285, 783, 388, 792]
minor-head-message: ΤΟ ΜΗΝΥΜΑ ΤΟΥ ΚΡΟΥΣΤΣΕΦ [26, 1256, 103, 1275]
printing-subheadline-1: Ἐξετύπωνε σειρὰν προκηρύξεων [408, 1781, 650, 1797]
minor-head-khrushchev-congrats: ΣΥΓΚΑΡΘΗΡΙΑ ΤΟΥ ΚΡΟΥΣΤΣΕΦ [424, 855, 508, 874]
nato-body: ΛΟΝΔΙΝΟΝ, 17. (Γερμαν. Πρακτ.).— Συμφώνως πρὸς καλῶς πληροφορημένας πηγάς, κατὰ τὴν προσεχῆ σύνοδον τοῦ ἐξ ὑπουργῶν συμβουλίου τοῦ ΝΑΤΟ εἰς Ὀττάβαν, ἡ βρεταννικὴ κυβέρνησις θὰ προτείνῃ τὴν σύστασιν μιᾶς πυρηνικῆς δυνάμεως ὑπὸ τὸν ἔλεγχον τῆς συμμαχίας. Ἡ συμμετοχὴ εἰς τὰς δαπάνας θὰ καθορισθῇ ἐπὶ τῇ βάσει τῶν δυνατοτήτων ἑκάστου κράτους-μέλους. Οἱ ἐκπρόσωποι τῶν μικροτέρων χωρῶν ζητοῦν ἴσην μεταχείρισιν καὶ ἐπαρκῆ συμμετοχὴν εἰς τὴν λῆψιν τῶν ἀποφάσεων. Ὁ ὑπουργὸς τῶν Ἐξωτερικῶν θὰ ἐκθέσῃ τὰς ἀπόψεις τῆς κυβερνήσεως του, αἱ ὁποῖαι ἐπεξεργάσθησαν ἐπὶ μακρὸν ὑπὸ τῶν ἁρμοδίων ὑπηρεσιῶν. Πιστεύεται ὅτι θὰ ἐπιτευχθῇ κατ' ἀρχὴν συμφωνία, ἐνῷ αἱ λεπτομέρειαι θὰ ἐξετασθοῦν βραδύτερον ὑπὸ εἰδικῆς ἐπιτροπῆς. Ἡ ἀμερικανικὴ ἀντιπροσωπεία ἐδήλωσεν ὅτι ἡ κυβέρνησις της εἶναι πρόθυμος νὰ θέσῃ εἰς τὴν διάθεσιν τῆς συμμαχίας ὡρισμένον ἀριθμὸν ὑποβρυχίων «Πολάρις». Βρυξέλλαι, 17. (Γαλλ. Πρ.).— Ἐδηλώθη σήμερον ὅτι αἱ χῶραι τῆς Μπενελοὺξ θὰ ὑποστηρίξουν τὴν πρότασιν, ὑπὸ τὸν ὅρον ὅτι θὰ ἐξασφαλισθῇ ἡ ἰσότης ὅλων τῶν μελῶν. Οἱ ἀντιπρόσωποι ἐτόνισαν τὴν ἀνάγκην μεγαλυτέρας συμμετοχῆς καὶ ἐνημερώσεως ὅλων τῶν κυβερνήσεων ἐπὶ τῶν θεμάτων τῆς κοινῆς ἀμύνης. [3, 227, 264, 489]
minor-head-periodical: ΝΕΟΦΑΝΤΟ ΠΕΡΙΟΔΗΜΑ [12, 1279, 119, 1289]
seato-subheadline: ΤΟ ΠΑΘΕΤ ΛΑΟ ΕΞΑΠΕΛΥΣΕ ΝΕΑΝ ΕΠΙΘΕΣΙΝ [431, 549, 626, 573]
cooper-headline: Η ΑΜΕΡΙΚΗ ΤΙΜΑ ΤΟΝ ΑΣΤΡΟΝΑΥΤΗΝ ΚΟΥΠΕΡ ΑΠΟΝΕΜΟΥΣΑ ΕΙΣ ΑΥΤΟΝ ΧΡΥΣΑ ΜΕΤΑΛΛΙΑ ΚΑΙ ΟΡΓΑΝΟΥΣΑ ΑΠΟΘΕΩΤΙΚΑΣ ΥΠΟΔΟΧΑΣ [9, 603, 393, 688]
cooper-subheadline-2: καὶ ἐλπίζει εἰς νέα μεγαλύτερα ἐπιτεύγματα [57, 738, 345, 775]
kompa-headline: Η ΓΑΛΛΙΑ, ΓΡΑΦΕΙ Η ΕΦΗΜΕΡΙΣ «ΚΟΜΠΑ» ΘΑ ΑΝΤΙΚΑΤΑΣΤΗΣΗ ΤΑΣ ΗΝ. ΠΟΛΙΤΕΙΑΣ ΕΙΣ ΤΗΝ ΒΟΗΘΕΙΑΝ ΠΡΟΣ ΤΗΝ ΕΛΛΑΔΑ [1004, 1009, 1547, 1087]
minor-head-laos: ΕΠΙΘΕΣΙΣ ΕΙΣ ΛΑΟΣ ΚΟΥΑΓΚ [423, 878, 508, 897]
minor-head-rodopoulos: ΤΟ ΠΑΘΗΝΑ ΤΟΥ κ. ΡΟΔΟΠΟΥΛΟΥ [1004, 432, 1154, 442]
cooper-body-3: ΟΥΑΣΙΓΚΤΩΝ, 17. (Ἀσσ. Πρὲς).— Ὁ λαὸς τῶν Ἡνωμένων Πολιτειῶν ὑπεδέχθη θριαμβευτικῶς τὸν ἀστροναύτην ταγματάρχην Γκόρντον Κοῦπερ, ὁ ὁποῖος ὁλοκληρώσας εἴκοσι δύο περιστροφὰς περὶ τὴν Γῆν ἐπέστρεψεν αἰσίως εἰς τὸν Εἰρηνικὸν Ὠκεανόν. Ὁ πρόεδρος Κέννεντυ ἀπένειμεν εἰς τὸν ἀστροναύτην τὸ χρυσοῦν μετάλλιον τῆς Ὑπηρεσίας Διαστήματος κατὰ τὴν διάρκειαν τελετῆς εἰς τὸν Λευκὸν Οἶκον. Ἡ Νέα Ὑόρκη ὀργανώνει ἀποθεωτικὴν παρέλασιν πρὸς τιμὴν τοῦ ἥρωος. Ὁ Κοῦπερ δηλώσας ὅτι εἶναι ὑπερήφανος διότι ἐξυπηρέτησε τὴν χώραν του, προσέθεσεν ὅτι ἐλπίζει εἰς νέα μεγαλύτερα ἐπιτεύγματα τοῦ ἀμερικανικοῦ διαστημικοῦ προγράμματος. Ἐπὶ τοῦ ἀεροπλανοφόρου «Κήαρσαρτζ» ὁ ἀστροναύτης ὑπεβλήθη εἰς ἰατρικὴν ἐξέτασιν καὶ διεπιστώθη ὅτι ἡ κατάστασις τῆς ὑγείας του εἶναι ἄριστη. Οἱ ἰατροὶ ἐδήλωσαν ὅτι οὐδεμία ἐπίπτωσις παρετηρήθη ἐκ τῆς μακρᾶς παραμονῆς εἰς τὸ διάστημα. Μόσχα, 17. (Ρόυτερ).— Ὁ πρωθυπουργὸς Κρουστσὲφ ἀπέστειλε μήνυμα συγχαρητηρίων πρὸς τὸν πρόεδρον Κέννεντυ διὰ τὴν ἐπιτυχίαν τοῦ πειράματος. Γενεύη, 17. Ἡ ἐπιτυχία τοῦ Κοῦπερ προεκάλεσεν ἰσχυρὰς ἐντυπώσεις εἰς τοὺς διεθνεῖς κύκλους. Ἀθῆναι, 17.— Ὁ ἑλληνικὸς Τύπος ἀναφέρεται διεξοδικῶς εἰς τὸ κατόρθωμα τοῦ ἀμερικανοῦ ἀστροναύτου. Αἱ ἐφημερίδες τονίζουν τὴν σημασίαν τοῦ πειράματος διὰ τὴν πρόοδον τῆς ἐπιστήμης καὶ τὴν κατάκτησιν τοῦ διαστήματος. Ἀνακοινώσεις νέων πειραμάτων ἀναμένονται ἐντὸς τῶν προσεχῶν μηνῶν. [274, 808, 399, 1278]
couve-headline: ΣΥΣΚΕΨΙΣ ΤΩΝ Κ.Κ. ΚΟΥΒ ΝΤΕ ΜΥΡΒΙΛ ΚΑΙ ΑΒΕΡΩΦ [1014, 107, 1538, 131]
finance-article [0, 1318, 402, 1788]
nuclear-body: ΜΟΣΧΑ, 17. (Ρόυτερ).— Τὸ πρακτορεῖον εἰδήσεων ΤΑΣ κατηγορεῖ τὰς Ἡνωμένας Πολιτείας ὅτι διὰ τῆς ἐκτοξεύσεως τῶν χαλκίνων βελονῶν εἰς τὸ διάστημα προετοιμάζουν πυρηνικὸν πόλεμον. Τὸ πείραμα, ὑπογραμμίζει, ἀπειλεῖ τὰς ραδιοεπικοινωνίας καὶ τὰς ἀστρονομικὰς παρατηρήσεις. Οἱ σοβιετικοὶ ἐπιστήμονες διαμαρτύρονται ἐντόνως καὶ ζητοῦν τὴν διακοπὴν τῶν πειραμάτων τούτων. Ἡ Οὐάσιγκτων ἀπαντᾷ ὅτι τὸ πείραμα ἔχει καθαρῶς ἐπιστημονικὸν χαρακτῆρα. [3, 1929, 399, 1984]
minor-head-speeches: ΟΙ ΛΟΓΟΙ ΤΟΥ ΝΤΕ ΓΚΩΛ [1419, 174, 1527, 184]
cuba-box [1377, 1095, 1568, 1128]
kennedy-degaulle-headline: Ο κ. ΚΕΝΝΕΝΤΥ ΔΕΝ ΑΠΕΦΑΣΙΣΕΝ ΕΙΣ ΤΗΝ ΣΥΝΑΝΤΗΣΗ ΜΕΤΑ ΤΟΥ κ. ΝΤΕ ΓΚΩΛ [989, 1106, 1170, 1125]
larisa-box [532, 846, 653, 879]
france-sanctions-article [406, 1127, 652, 1509]
minor-head-government: ΚΥΒΕΡΝΗΤΙΚΗ ΑΝΑΚΟΙΝΩΣΙΣ [1212, 174, 1340, 184]
minor-head-industrialisation: ΤΟ ΘΕΜΑ ΤΗΣ ΕΚΒΙΟΜΗΧΑΝΙΣΕΩΣ [158, 1534, 244, 1552]
minor-head-otsiantry: ΤΟΝ ΟΤΣΙΑΝΤΡΥ [1240, 1951, 1312, 1961]
mystery-headline: ΠΕΠΛΟΣ ΜΥΣΤΗΡΙΟΥ ΚΑΛΥΠΤΕΙ ΑΚΟΜΗ ΤΟ ΤΑΞΙΔΙΟΝ ΤΟΥ κ. ΚΑΝΤΑΡ [1189, 1140, 1363, 1158]
france-sanctions-headline: Η ΓΑΛΛΙΑ ΑΡΧΙΖΕΙ ΤΗΝ ΕΠΙΒΟΛΗΝ ΚΥΡΩΣΕΩΝ ΕΝΑΝΤΙΟΝ ΤΗΣ «T.W.A.» ΚΑΙ «ΠΑΝΑΜΕΡΙΚΑΝ» ΔΙΟΤΙ ΑΡΝΟΥΝΤΑΙ ΑΥΞΗΣΙΝ ΤΩΝ ΝΑΥΛΩΝ ΤΩΝ [407, 1127, 651, 1214]
mcmillan-headline: Ο Κ. ΜΠΛΑΙΚΕΡ ΔΙΑΨΕΥΔΕΙ ΟΤΙ Ο Κ. ΟΥΙΛΣΩΝ ΕΔΩΣΕ ΣΥΝΕΝΤΕΥΞΙΝ ΕΙΣ ΤΟ ΛΟΝΔΙΝΟΝ ΠΡΟΣ ΤΟΝ ΑΡΙΣΤΕΡΟΝ ΒΟΥΛΕΥΤΗΝ Κ. ΠΑΠΑΝ [419, 1519, 638, 1566]
nuclear-subheadline: Κατηγορεῖ τὴν Ἀμερικὴν διὰ τὰ πείραμα καὶ διαταράξεις ἐντόνων διαμαρτυριῶν [35, 1892, 367, 1922]
seato-body-2: ΜΠΑΝΓΚΟΚ, 17. (Ἀσσ. Πρὲς).— Ἀμερικανικὸν τάγμα τῆς ναυτικῆς πεζικῆς θὰ λάβῃ μέρος εἰς τὰ στρατιωτικὰ γυμνάσια τοῦ ΣΕΑΤΟ τὰ ὁποῖα θὰ διεξαχθοῦν εἰς τὴν Ταϋλάνδην παρὰ τὰ σύνορα τοῦ Λάος. Ἐν τῷ μεταξὺ αἱ δυνάμεις τοῦ Πάθετ Λάο ἐξαπέλυσαν νέαν ἐπίθεσιν εἰς τὴν περιοχὴν τῆς Πεδιάδος τῶν Βάζων. Πορτ-ο-Πρενς, 17. Ἡ ἐπιτροπὴ τοῦ Ὀργανισμοῦ Ἀμερικανικῶν Κρατῶν ἔφθασεν εἰς Ἀϊτήν. Βόννη, 17.— Αἱ ἀμυντικαὶ δαπάναι τῆς Δυτικῆς Γερμανίας θὰ ἀνέλθουν εἰς 18.400.000.000 μάρκα κατὰ τὸ τρέχον ἔτος. Λάρισα, 17.— Ὁ ὑπουργὸς Ἐθνικῆς Ἀμύνης ἀφίχθη σήμερον εἰς Λάρισαν ὅπου ἐπεθεώρησε τὰς μονάδας τῆς φρουρᾶς. [534, 625, 649, 842]
minor-head-other-news: ΑΛΛΑΙ ΕΙΔΗΣΕΙΣ [1241, 1965, 1311, 1975]
printing-headline: ΠΑΡΑΝΟΜΟΝ ΤΥΠΟΓΡΑΦΕΙΟΝ ΤΟΥ ΣΥΝΤΑΓΜΑΤΑΡΧΟΥ ΤΟΥΡΚΕΣ ΑΝΕΚΑΛΥΦΘΗ ΕΙΣ ΚΑΙΣΑΡΕΙΑΝ [406, 1730, 652, 1775]
cooper-body: ΟΥΑΣΙΓΚΤΩΝ, 17. (Ἀσσ. Πρὲς).— Ὁ λαὸς τῶν Ἡνωμένων Πολιτειῶν ὑπεδέχθη θριαμβευτικῶς τὸν ἀστροναύτην ταγματάρχην Γκόρντον Κοῦπερ, ὁ ὁποῖος ὁλοκληρώσας εἴκοσι δύο περιστροφὰς περὶ τὴν Γῆν ἐπέστρεψεν αἰσίως εἰς τὸν Εἰρηνικὸν Ὠκεανόν. Ὁ πρόεδρος Κέννεντυ ἀπένειμεν εἰς τὸν ἀστροναύτην τὸ χρυσοῦν μετάλλιον τῆς Ὑπηρεσίας Διαστήματος κατὰ τὴν διάρκειαν τελετῆς εἰς τὸν Λευκὸν Οἶκον. Ἡ Νέα Ὑόρκη ὀργανώνει ἀποθεωτικὴν παρέλασιν πρὸς τιμὴν τοῦ ἥρωος. Ὁ Κοῦπερ δηλώσας ὅτι εἶναι ὑπερήφανος διότι ἐξυπηρέτησε τὴν χώραν του, προσέθεσεν ὅτι ἐλπίζει εἰς νέα μεγαλύτερα ἐπιτεύγματα τοῦ ἀμερικανικοῦ διαστημικοῦ προγράμματος. Ἐπὶ τοῦ ἀεροπλανοφόρου «Κήαρσαρτζ» ὁ ἀστροναύτης ὑπεβλήθη εἰς ἰατρικὴν ἐξέτασιν καὶ διεπιστώθη ὅτι ἡ κατάστασις τῆς ὑγείας του εἶναι ἄριστη. Οἱ ἰατροὶ ἐδήλωσαν ὅτι οὐδεμία ἐπίπτωσις παρετηρήθη ἐκ τῆς μακρᾶς παραμονῆς εἰς τὸ διάστημα. Μόσχα, 17. (Ρόυτερ).— Ὁ πρωθυπουργὸς Κρουστσὲφ ἀπέστειλε μήνυμα συγχαρητηρίων πρὸς τὸν πρόεδρον Κέννεντυ διὰ τὴν ἐπιτυχίαν τοῦ πειράματος. Γενεύη, 17. Ἡ ἐπιτυχία τοῦ Κοῦπερ προεκάλεσεν ἰσχυρὰς ἐντυπώσεις εἰς τοὺς διεθνεῖς κύκλους. Ἀθῆναι, 17.— Ὁ ἑλληνικὸς Τύπος ἀναφέρεται διεξοδικῶς εἰς τὸ κατόρθωμα τοῦ ἀμερικανοῦ ἀστροναύτου. Αἱ ἐφημερίδες τονίζουν τὴν σημασίαν τοῦ πειράματος διὰ τὴν πρόοδον τῆς ἐπιστήμης καὶ τὴν κατάκτησιν τοῦ διαστήματος. Ἀνακοινώσεις νέων πειραμάτων ἀναμένονται ἐντὸς τῶν προσεχῶν μηνῶν. [3, 783, 127, 1252]
kennedy-pope-box [984, 1878, 1175, 1912]
degaulle-subheadline: Ὁ Γάλλος πρόεδρος δὲν ἐπεκτείνεται εἰς τοὺς λόγους του πέραν τῆς φιλίας καὶ τῆς συνεργασίας ἐντὸς τοῦ Ν.Α.Τ.Ο. [998, 137, 1554, 168]
khrushchev-article [984, 1823, 1568, 2332]
russians-headline: Ἐνέχει κινδύνους, ἐπιμένουν οἱ Ρῶσσοι ἡ τυφλὴ ὑποταγὴ τῆς Ἑλλάδος εἰς τυχοδιωκτικὰς ἐπιθετικὰς ἐνεργείας [413, 5, 645, 92]
soviet-union-headline: Η ΣΟΒΙΕΤΙΚΗ ΕΝΩΣΙΣ ΤΟΝΙΖΟΥΝ, ΕΝΔΙΑΦΕΡΕΤΑΙ ΔΙΑ ΤΗΝ ΕΝΙΣΧΥΣΙΝ ΤΩΝ ΣΧΕΣΕΩΝ ΤΩΝ ΔΥΟ ΧΩΡΩΝ [414, 99, 644, 136]
